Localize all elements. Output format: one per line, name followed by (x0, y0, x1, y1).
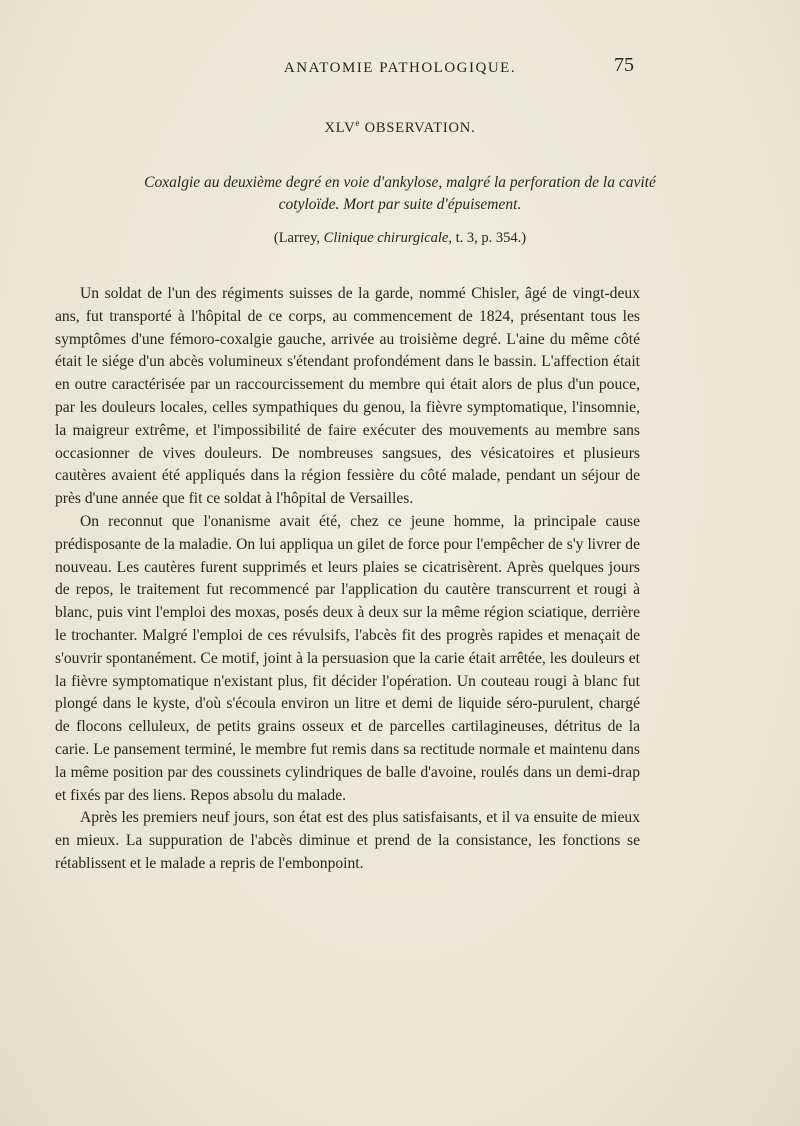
observation-number-sup: e (355, 118, 361, 128)
observation-label: OBSERVATION. (364, 119, 476, 136)
subtitle-line-1: Coxalgie au deuxième degré en voie d'ankylose, malgré la perforation de la cavité (144, 174, 656, 191)
subtitle-line-2: cotyloïde. Mort par suite d'épuisement. (278, 196, 522, 213)
source-citation (0, 230, 800, 247)
paragraph-3: Après les premiers neuf jours, son état est des plus satisfaisants, et il va ensuite de mieux en mieux. La suppuration de l'abcès diminue et prend de la consistance, les fonctions se rétablissent et le malade a repris de l'embonpoint. (55, 809, 640, 872)
running-head: ANATOMIE PATHOLOGIQUE. (283, 60, 517, 76)
observation-subtitle (120, 172, 680, 216)
paragraph-1: Un soldat de l'un des régiments suisses de la garde, nommé Chisler, âgé de vingt-deux ans, fut transporté à l'hôpital de ce corps, au commencement de 1824, présentant tous les symptômes d'une fémoro-coxalgie gauche, arrivée au troisième degré. L'aine du même côté était le siége d'un abcès volumineux s'étendant profondément dans le bassin. L'affection était en outre caractérisée par un raccourcissement du membre qui était alors de plus d'un pouce, par les douleurs locales, celles sympathiques du genou, la fièvre symptomatique, l'insomnie, la maigreur extrême, et l'impossibilité de faire exécuter des mouvements au membre sans occasionner de vives douleurs. De nombreuses sangsues, des vésicatoires et plusieurs cautères avaient été appliqués dans la région fessière du côté malade, pendant un séjour de près d'une année que fit ce soldat à l'hôpital de Versailles. (55, 285, 640, 508)
page-number: 75 (614, 54, 634, 76)
source-work: Clinique chirurgicale (323, 230, 449, 246)
paragraph-2: On reconnut que l'onanisme avait été, chez ce jeune homme, la principale cause prédisposante de la maladie. On lui appliqua un gilet de force pour l'empêcher de s'y livrer de nouveau. Les cautères furent supprimés et leurs plaies se cicatrisèrent. Après quelques jours de repos, le traitement fut recommencé par l'application du cautère transcurrent et rougi à blanc, puis vint l'emploi des moxas, posés deux à deux sur la même région sciatique, derrière le trochanter. Malgré l'emploi de ces révulsifs, l'abcès fit des progrès rapides et menaçait de s'ouvrir spontanément. Ce motif, joint à la persuasion que la carie était arrêtée, les douleurs et la fièvre symptomatique n'existant plus, fit décider l'opération. Un couteau rougi à blanc fut plongé dans le kyste, d'où s'écoula environ un litre et demi de liquide séro-purulent, chargé de flocons celluleux, de petits grains osseux et de parcelles cartilagineuses, détritus de la carie. Le pansement terminé, le membre fut remis dans sa rectitude normale et maintenu dans la même position par des coussinets cylindriques de balle d'avoine, roulés dans un demi-drap et fixés par des liens. Repos absolu du malade. (55, 512, 640, 804)
body-text (55, 283, 640, 876)
observation-title (0, 118, 800, 137)
source-open: (Larrey, (273, 230, 324, 246)
observation-number: XLV (324, 119, 356, 136)
source-close: , t. 3, p. 354.) (448, 230, 527, 246)
